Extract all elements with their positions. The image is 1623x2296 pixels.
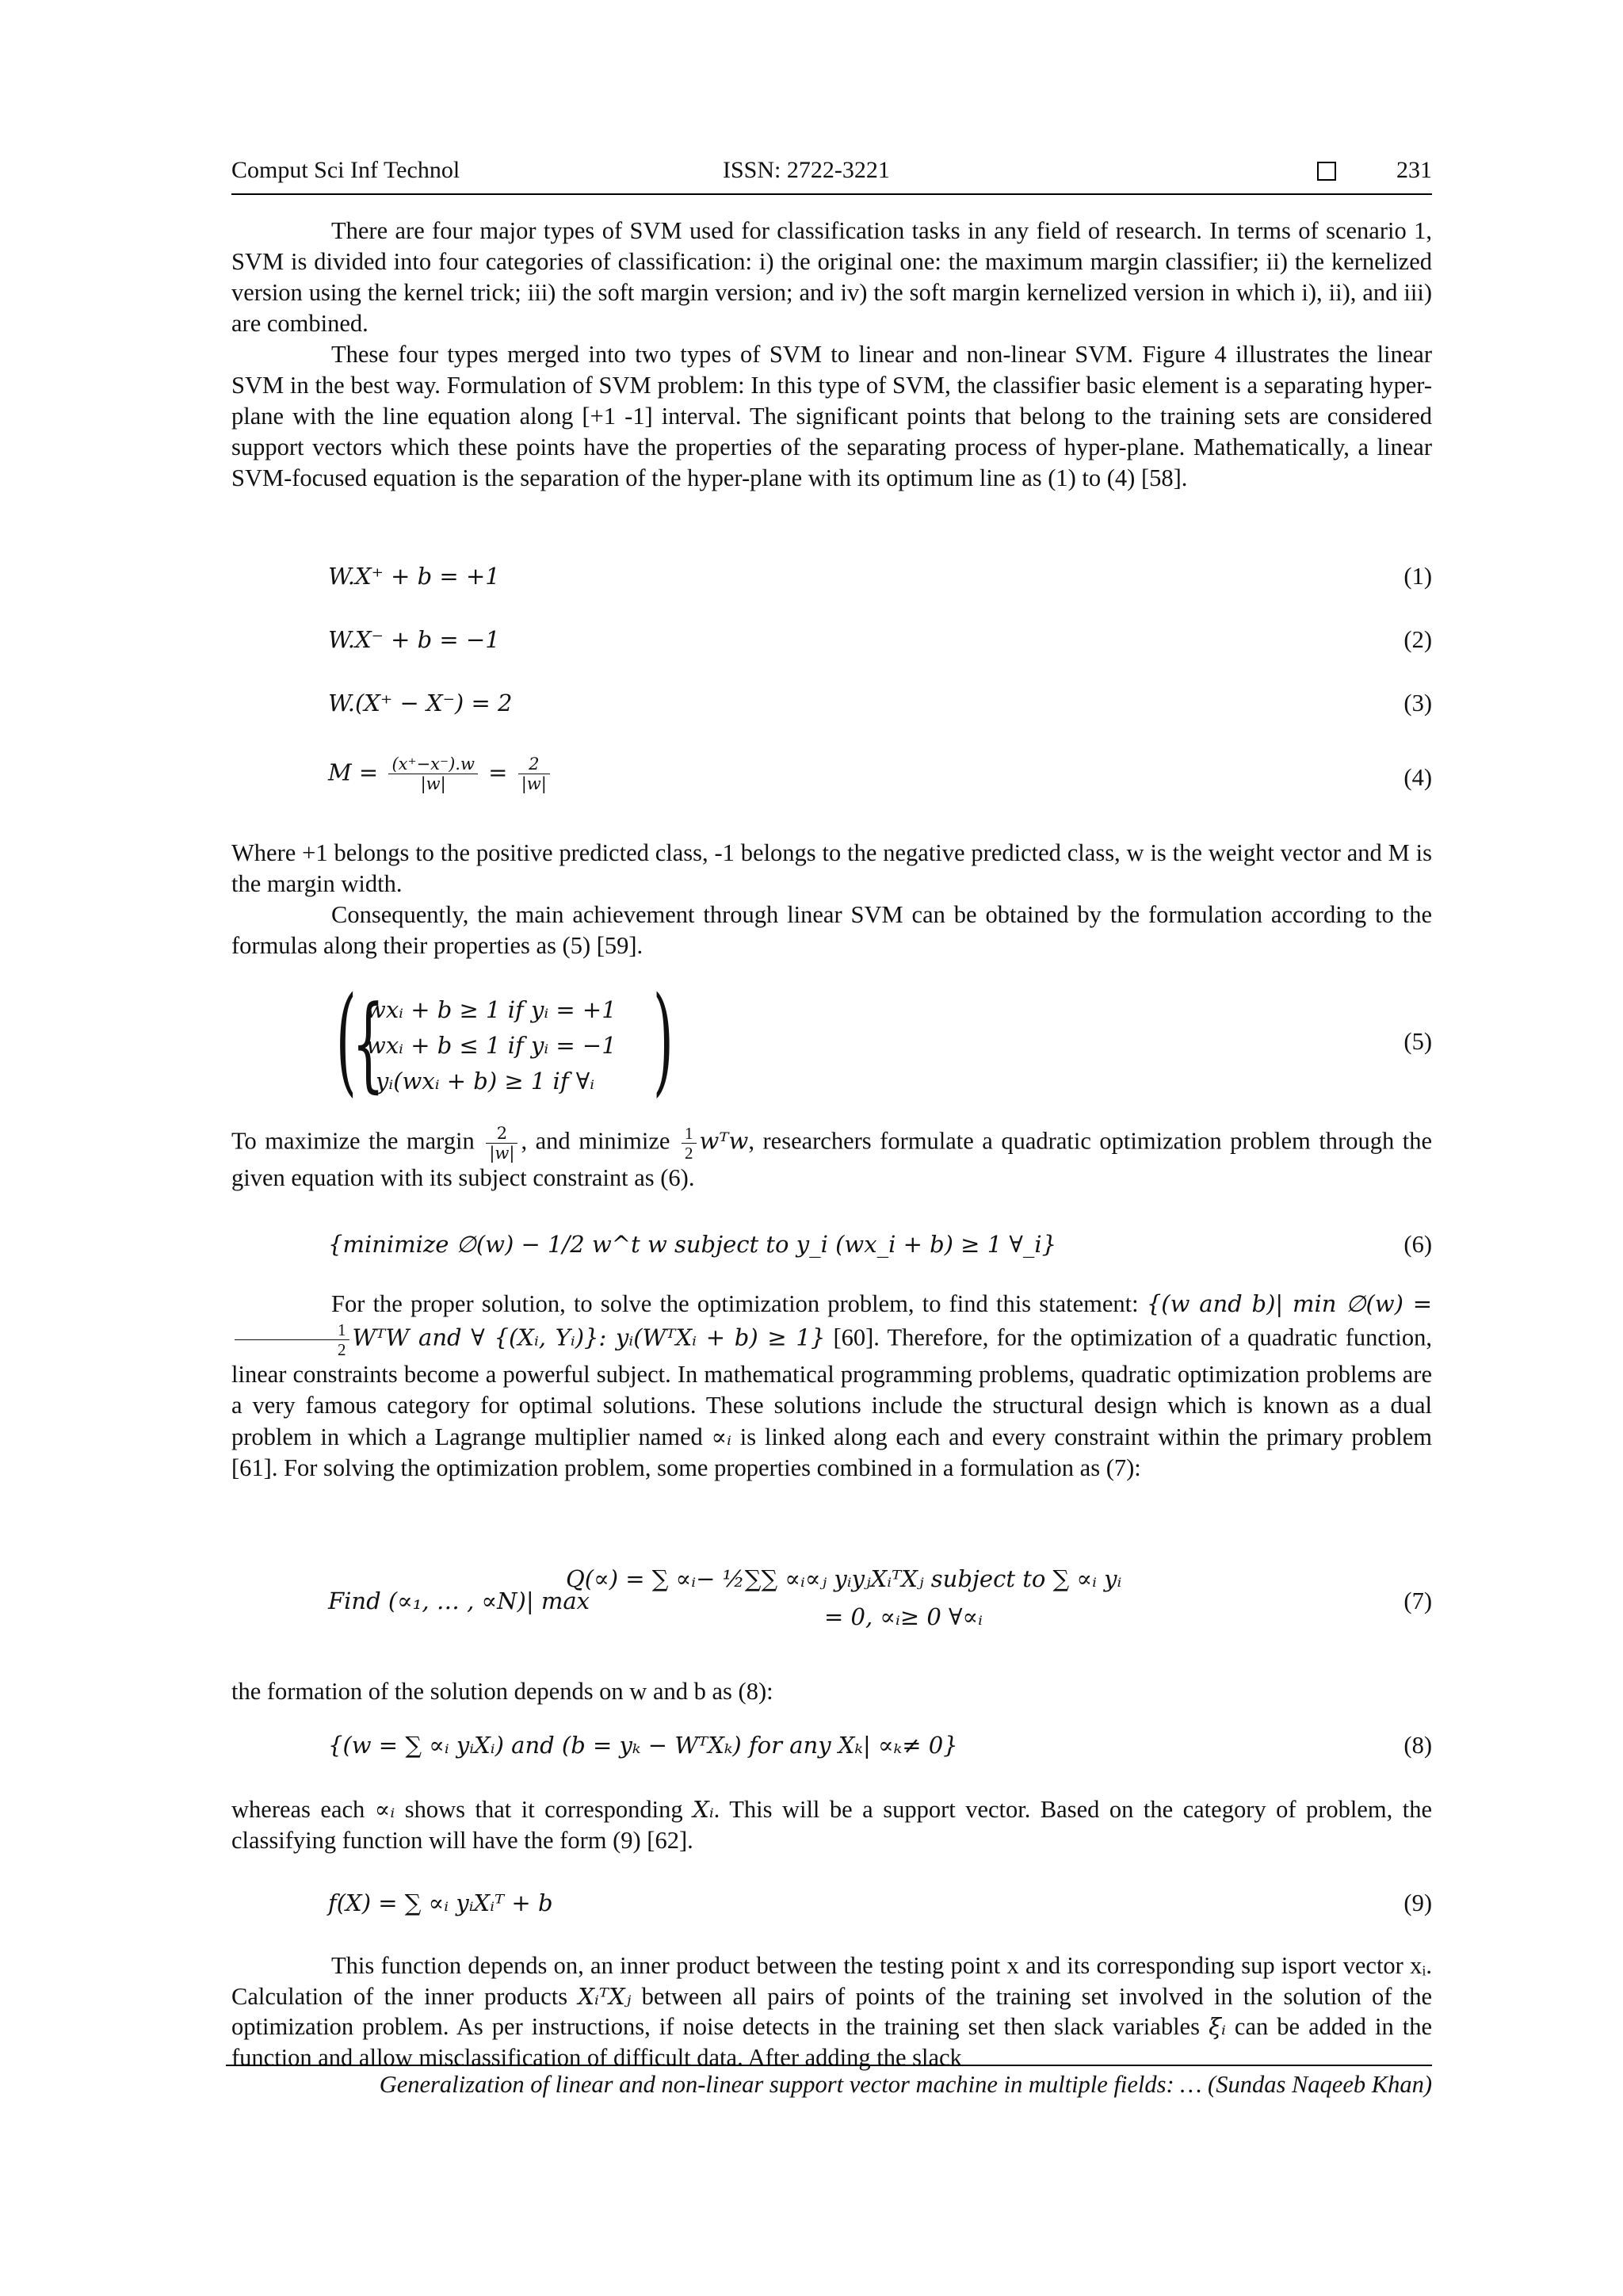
paragraph-block: [231, 1794, 1432, 1856]
equation-number: (5): [1403, 1028, 1432, 1055]
equation-body: W.X⁻ + b = −1: [328, 626, 500, 653]
equation-number: (3): [1403, 690, 1432, 716]
paragraph: To maximize the margin $\frac{2}{|w|}$ , and minimize $\frac{1}{2}$ wᵀw, researchers formulate a quadratic optimization problem through the given equation with its subject constraint as (6).: [231, 1124, 1433, 1192]
equation-2: [328, 626, 1432, 661]
fraction: $\frac{2}{|w|}$: [518, 755, 550, 793]
running-footer: Generalization of linear and non-linear support vector machine in multiple fields: … (Sundas Naqeeb Khan): [226, 2065, 1432, 2101]
equation-7: [328, 1565, 1432, 1637]
paragraph-block: [231, 1124, 1432, 1194]
running-header: [231, 155, 1432, 195]
equation-number: (9): [1403, 1889, 1432, 1916]
equation-8: [328, 1732, 1432, 1767]
equation-number: (7): [1403, 1587, 1432, 1614]
equation-number: (8): [1403, 1732, 1432, 1759]
equation-number: (4): [1403, 764, 1432, 791]
paragraph-block: [231, 1676, 1432, 1707]
equation-body: f(X) = ∑ ∝ᵢ yᵢXᵢᵀ + b: [328, 1889, 553, 1916]
equation-body: W.(X⁺ − X⁻) = 2: [328, 690, 513, 716]
fraction: $\frac{1}{2}$: [235, 1320, 349, 1359]
intro-paragraphs: [231, 216, 1432, 494]
paragraph: Where +1 belongs to the positive predicted class, -1 belongs to the negative predicted class, w is the weight vector and M is the margin width.: [231, 839, 1432, 897]
equation-line: wxᵢ + b ≥ 1 if yᵢ = +1: [366, 996, 617, 1023]
paragraph: whereas each ∝ᵢ shows that it corresponding Xᵢ. This will be a support vector. Based on the category of problem, the classifying function will have the form (9) [62].: [231, 1796, 1433, 1854]
fraction: $\frac{(x^+-x^-).w}{|w|}$: [388, 755, 478, 793]
equation-line: yᵢ(wxᵢ + b) ≥ 1 if ∀ᵢ: [376, 1068, 595, 1095]
issn: ISSN: 2722-3221: [723, 157, 890, 183]
equation-number: (1): [1403, 563, 1432, 590]
page-number: 231: [1396, 157, 1432, 183]
paragraph-block: [231, 838, 1432, 961]
equation-line: wxᵢ + b ≤ 1 if yᵢ = −1: [366, 1032, 617, 1059]
equation-body: {(w = ∑ ∝ᵢ yᵢXᵢ) and (b = yₖ − WᵀXₖ) for any Xₖ| ∝ₖ≠ 0}: [328, 1732, 958, 1759]
paragraph: Consequently, the main achievement through linear SVM can be obtained by the formulation according to the formulas along their properties as (5) [59].: [231, 901, 1432, 959]
paragraph: These four types merged into two types of SVM to linear and non-linear SVM. Figure 4 illustrates the linear SVM in the best way. Formulation of SVM problem: In this type of SVM, the classifier basic element is a separating hyper-plane with the line equation along [+1 -1] interval. The significant points that belong to the training sets are considered support vectors which these points have the properties of the separating process of hyper-plane. Mathematically, a linear SVM-focused equation is the separation of the hyper-plane with its optimum line as (1) to (4) [58].: [231, 341, 1432, 491]
equation-part: = 0, ∝ᵢ≥ 0 ∀∝ᵢ: [824, 1603, 983, 1630]
paragraph: For the proper solution, to solve the optimization problem, to find this statement: {(w and b)| min ∅(w) = $\frac{1}{2}$ WᵀW and ∀ {(Xᵢ, Yᵢ)}: yᵢ(WᵀXᵢ + b) ≥ 1} [60]. Therefore, for the optimization of a quadratic function, linear constraints become a powerful subject. In mathematical programming problems, quadratic optimization problems are a very famous category for optimal solutions. These solutions include the structural design which is known as a dual problem in which a Lagrange multiplier named ∝ᵢ is linked along each and every constraint within the primary problem [61]. For solving the optimization problem, some properties combined in a formulation as (7):: [231, 1290, 1432, 1482]
equation-number: (2): [1403, 626, 1432, 653]
equation-number: (6): [1403, 1231, 1432, 1258]
equation-9: [328, 1889, 1432, 1924]
paragraph: This function depends on, an inner product between the testing point x and its corresponding sup isport vector xᵢ. Calculation of the inner products XᵢᵀXⱼ between all pairs of points of the training set involved in the solution of the optimization problem. As per instructions, if noise detects in the training set then slack variables ξᵢ can be added in the function and allow misclassification of difficult data. After adding the slack: [231, 1952, 1433, 2071]
fraction: $\frac{2}{|w|}$: [486, 1124, 517, 1163]
equation-body: W.X⁺ + b = +1: [328, 563, 500, 590]
paragraph-block: [231, 1289, 1432, 1484]
equation-1: [328, 563, 1432, 598]
equation-3: [328, 690, 1432, 724]
equation-part: Find (∝₁, … , ∝N)| max: [328, 1587, 590, 1614]
equation-5: ( { wxᵢ + b ≥ 1 if yᵢ = +1 wxᵢ + b ≤ 1 if yᵢ = −1 yᵢ(wxᵢ + b) ≥ 1 if ∀ᵢ ) (5): [335, 972, 1432, 1108]
equation-4: M = $\frac{(x^+-x^-).w}{|w|}$ = $\frac{2}{|w|}$ (4): [328, 755, 1432, 794]
journal-name: Comput Sci Inf Technol: [231, 157, 460, 183]
equation-lhs: M =: [328, 758, 379, 786]
paragraph-block: [231, 1950, 1432, 2073]
paragraph: the formation of the solution depends on w and b as (8):: [231, 1678, 773, 1705]
fraction: $\frac{1}{2}$: [682, 1124, 697, 1163]
equation-body: {minimize ∅(w) − 1/2 w^t w subject to y_i (wx_i + b) ≥ 1 ∀_i}: [328, 1231, 1057, 1258]
paragraph: There are four major types of SVM used for classification tasks in any field of research. In terms of scenario 1, SVM is divided into four categories of classification: i) the original one: the maximum margin classifier; ii) the kernelized version using the kernel trick; iii) the soft margin version; and iv) the soft margin kernelized version in which i), ii), and iii) are combined.: [231, 217, 1432, 337]
equation-6: [328, 1231, 1432, 1266]
equation-part: Q(∝) = ∑ ∝ᵢ− ½∑∑ ∝ᵢ∝ⱼ yᵢyⱼXᵢᵀXⱼ subject to ∑ ∝ᵢ yᵢ: [566, 1565, 1122, 1592]
checkbox-square-icon: [1317, 162, 1336, 181]
